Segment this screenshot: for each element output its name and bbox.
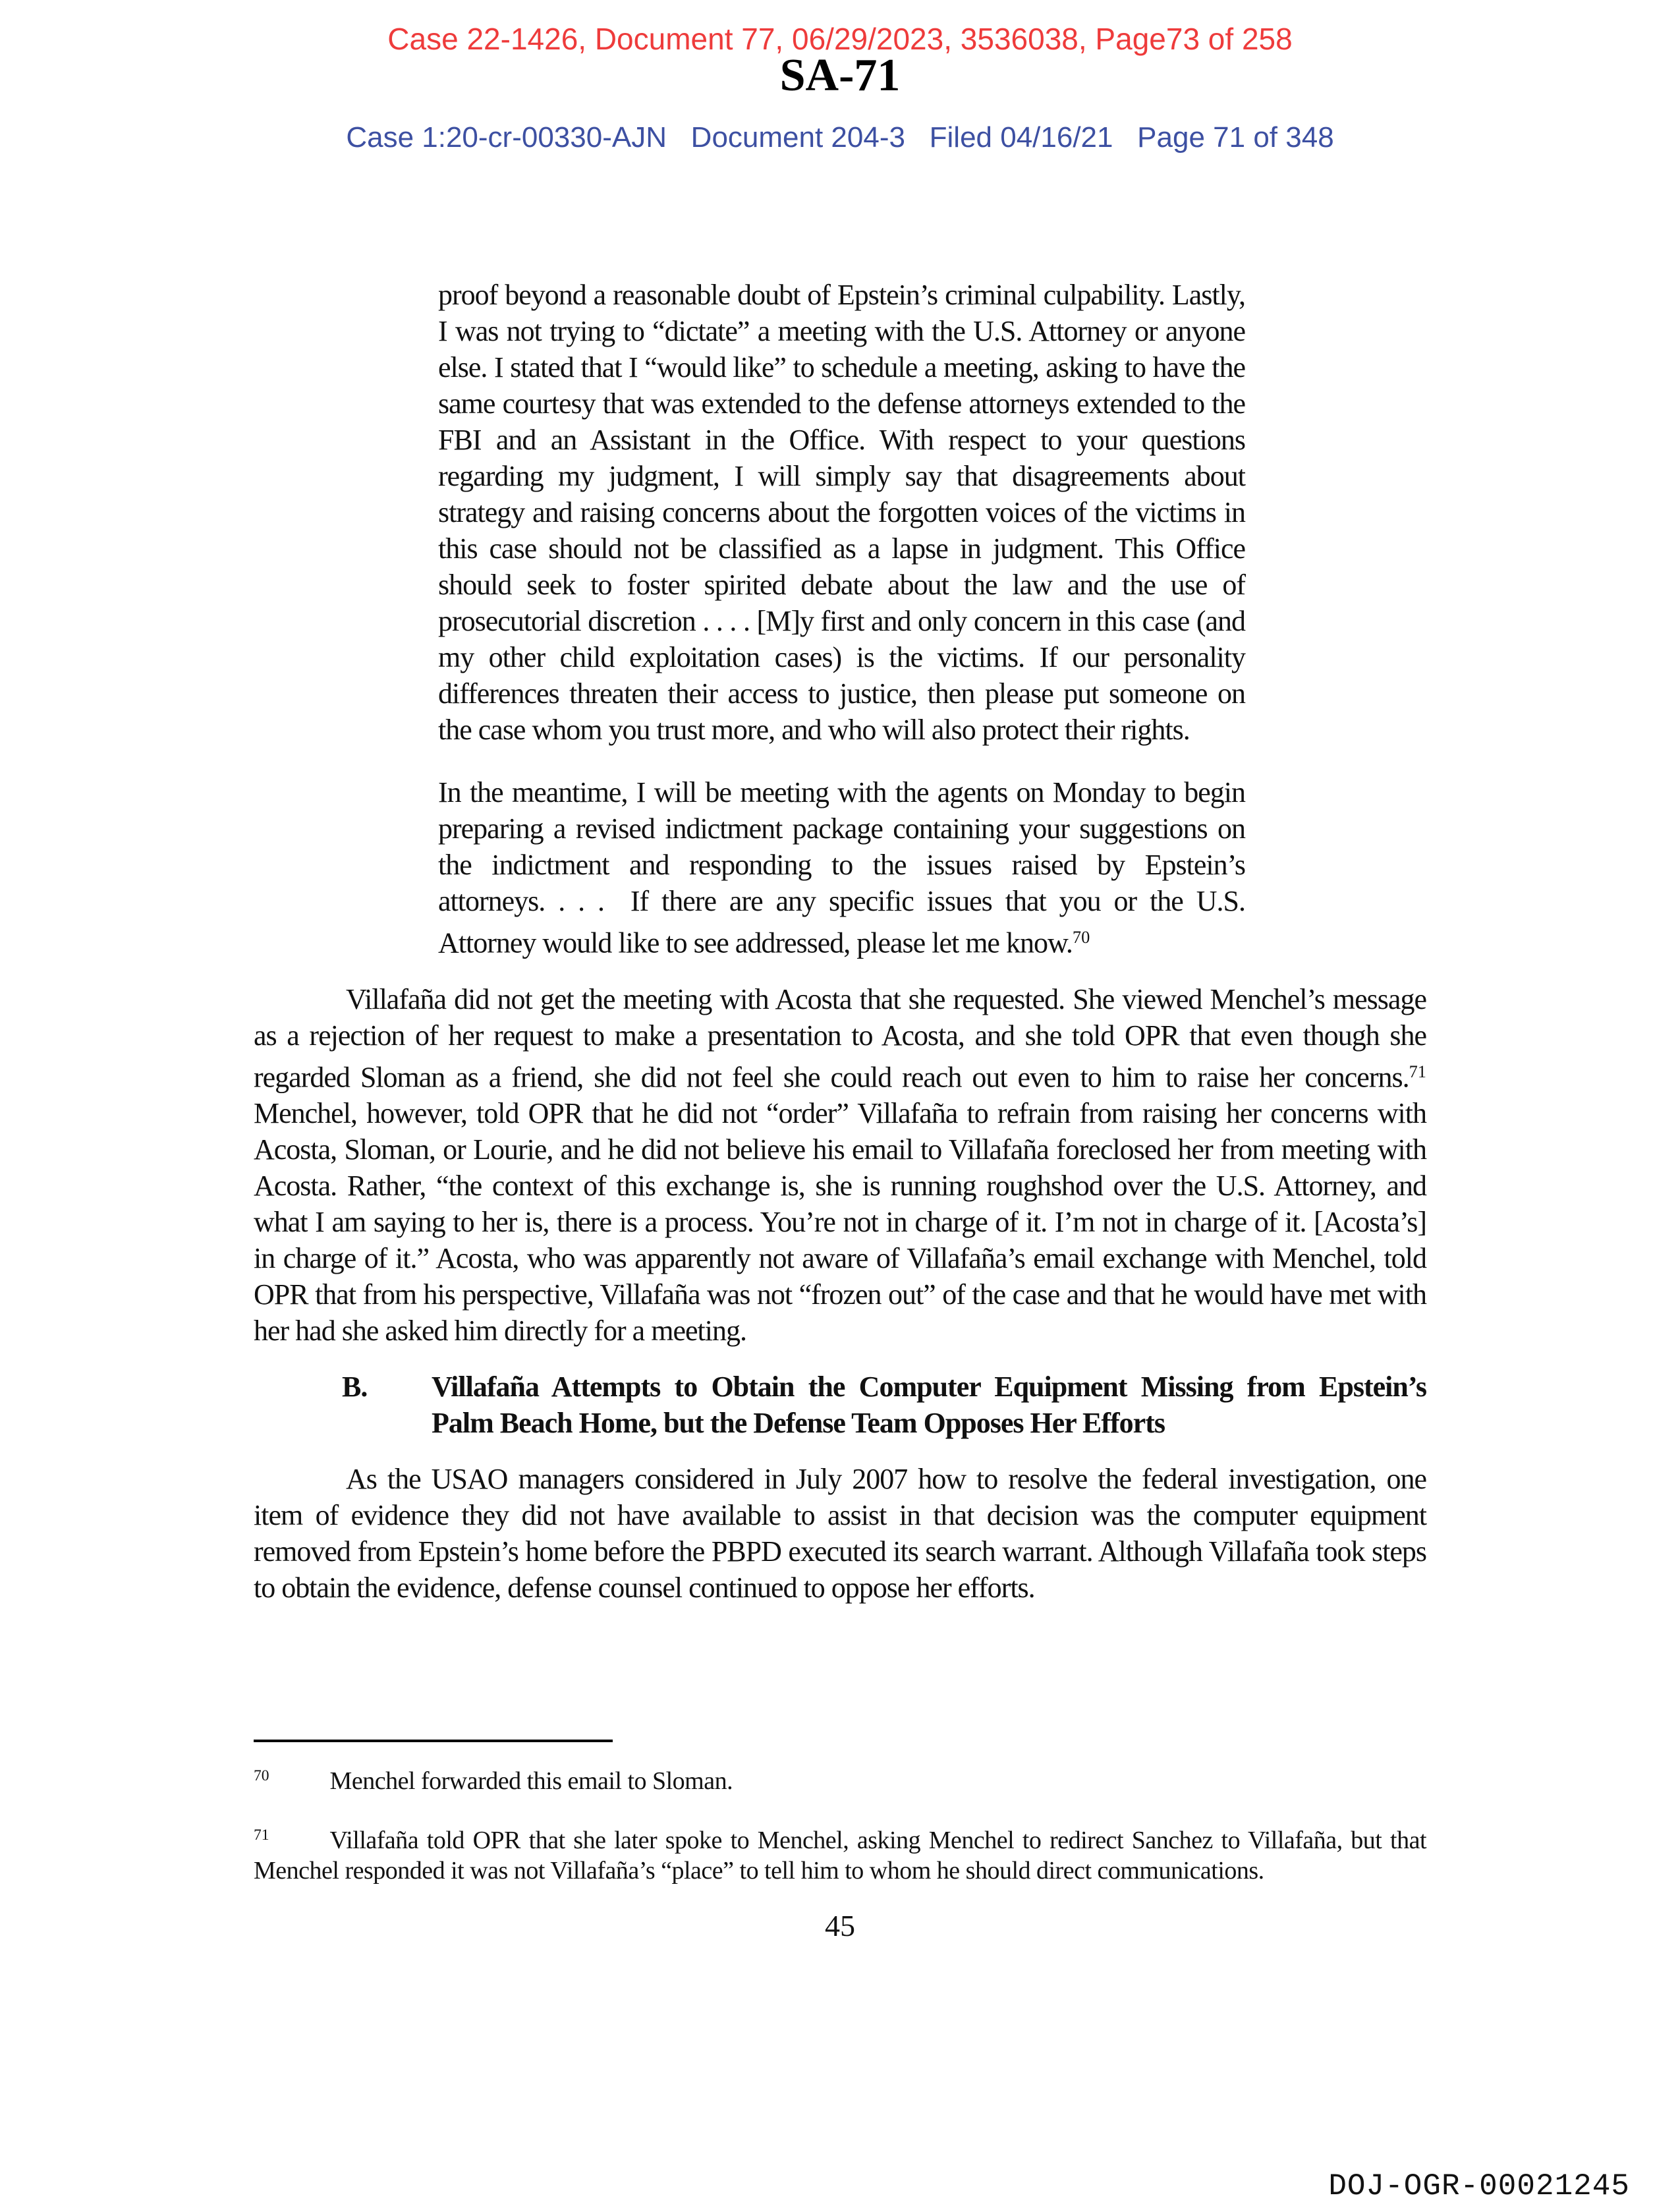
body-paragraph-2: As the USAO managers considered in July 2007 how to resolve the federal investigation, one item of evidence they did not have available to assist in that decision was the computer equipment removed from Epstein’s home before the PBPD executed its search warrant. Although Villafaña took steps to obtain the evidence, defense counsel continued to oppose her efforts. bbox=[254, 1463, 1426, 1604]
appellate-case-stamp: Case 22-1426, Document 77, 06/29/2023, 3536038, Page73 of 258 bbox=[387, 22, 1293, 56]
block-quote-paragraph-1: proof beyond a reasonable doubt of Epstein’s criminal culpability. Lastly, I was not trying to “dictate” a meeting with the U.S. Attorney or anyone else. I stated that I “would like” to schedule a meeting, asking to have the same courtesy that was extended to the defense attorneys extended to the FBI and an Assistant in the Office. With respect to your questions regarding my judgment, I will simply say that disagreements about strategy and raising concerns about the forgotten voices of the victims in this case should not be classified as a lapse in judgment. This Office should seek to foster spirited debate about the law and the use of prosecutorial discretion . . . . [M]y first and only concern in this case (and my other child exploitation cases) is the victims. If our personality differences threaten their access to justice, then please put someone on the case whom you trust more, and who will also protect their rights. bbox=[438, 279, 1245, 746]
block-quote-paragraph-2 bbox=[438, 774, 1245, 961]
footnote-70-number: 70 bbox=[254, 1767, 269, 1784]
footnote-reference-71: 71 bbox=[1409, 1061, 1426, 1081]
footnote-71 bbox=[254, 1820, 1426, 1886]
district-case-stamp: Case 1:20-cr-00330-AJN Document 204-3 Filed 04/16/21 Page 71 of 348 bbox=[346, 121, 1334, 154]
footnote-separator-rule bbox=[254, 1740, 613, 1742]
section-label: B. bbox=[342, 1371, 368, 1404]
section-heading-b bbox=[342, 1369, 1426, 1441]
page-number: 45 bbox=[825, 1909, 855, 1943]
footnote-reference-70: 70 bbox=[1072, 927, 1090, 947]
footnote-71-number: 71 bbox=[254, 1826, 269, 1844]
bates-stamp: DOJ-OGR-00021245 bbox=[1328, 2169, 1630, 2203]
footnote-70 bbox=[254, 1761, 1426, 1796]
block-quote-paragraph-2-text: In the meantime, I will be meeting with the agents on Monday to begin preparing a revised indictment package containing your suggestions on the indictment and responding to the issues raised by Epstein’s attorneys. . . . If there are any specific issues that you or the U.S. Attorney would like to see addressed, please let me know. bbox=[438, 776, 1245, 959]
body-paragraph-1-segment-1: Villafaña did not get the meeting with Acosta that she requested. She viewed Menchel’s message as a rejection of her request to make a presentation to Acosta, and she told OPR that even though she regarded Sloman as a friend, she did not feel she could reach out even to him to raise her concerns. bbox=[254, 982, 1426, 1094]
footnote-70-text: Menchel forwarded this email to Sloman. bbox=[329, 1767, 733, 1795]
section-heading-text: Villafaña Attempts to Obtain the Computer Equipment Missing from Epstein’s Palm Beach Home, but the Defense Team Opposes Her Efforts bbox=[432, 1371, 1426, 1440]
footnotes-section bbox=[254, 1740, 1426, 1886]
body-paragraph-1-segment-2: Menchel, however, told OPR that he did not “order” Villafaña to refrain from raising her concerns with Acosta, Sloman, or Lourie, and he did not believe his email to Villafaña foreclosed her from meeting with Acosta. Rather, “the context of this exchange is, she is running roughshod over the U.S. Attorney, and what I am saying to her is, there is a process. You’re not in charge of it. I’m not in charge of it. [Acosta’s] in charge of it.” Acosta, who was apparently not aware of Villafaña’s email exchange with Menchel, told OPR that from his perspective, Villafaña was not “frozen out” of the case and that he would have met with her had she asked him directly for a meeting. bbox=[254, 1097, 1426, 1347]
footnote-71-text: Villafaña told OPR that she later spoke to Menchel, asking Menchel to redirect Sanchez to Villafaña, but that Menchel responded it was not Villafaña’s “place” to tell him to whom he should direct communications. bbox=[254, 1826, 1426, 1885]
supplemental-appendix-page-label: SA-71 bbox=[779, 50, 901, 101]
body-paragraph-1 bbox=[254, 981, 1426, 1349]
block-quote bbox=[438, 277, 1245, 961]
document-body bbox=[254, 0, 1426, 1606]
